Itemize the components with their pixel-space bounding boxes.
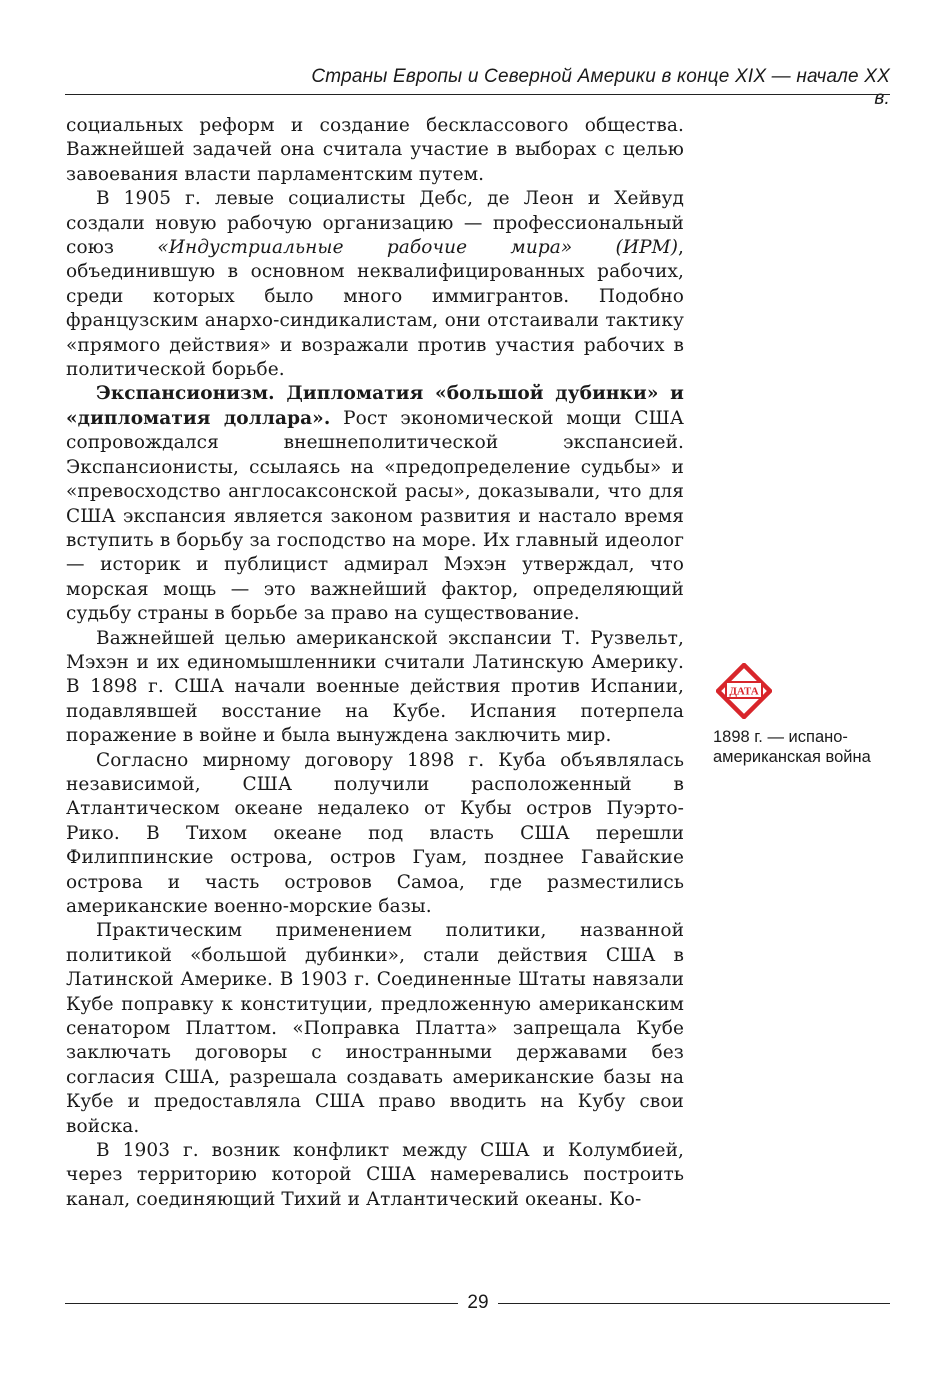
page-footer [65,1292,890,1316]
paragraph-2 [66,187,684,382]
header-divider [65,94,890,95]
running-header: Страны Европы и Северной Америки в конце XIX — начале XX в. [311,66,890,109]
paragraph-2-end: , объединившую в основном неквалифицированных рабочих, среди которых было много иммигрантов. Подобно французским анархо-синдикалистам, они отстаивали тактику «прямого действия» и возражали против участия рабочих в политической борьбе. [66,237,684,381]
section-heading: Экспансионизм. Дипломатия «большой дубинки» и «дипломатия доллара». [66,383,684,429]
footer-rule-right [498,1303,890,1304]
paragraph-7: В 1903 г. возник конфликт между США и Колумбией, через территорию которой США намеревались построить канал, соединяющий Тихий и Атлантический океаны. Ко- [66,1140,684,1210]
page-number: 29 [467,1292,489,1313]
date-marker-label: ДАТА [729,685,759,698]
paragraph-3-text: Рост экономической мощи США сопровождался внешнеполитической экспансией. Экспансионисты, ссылаясь на «предопределение судьбы» и «превосходство англосаксонской расы», доказывали, что для США экспансия является законом развития и настало время вступить в борьбу за господство на море. Их главный идеолог — историк и публицист адмирал Мэхэн утверждал, что морская мощь — это важнейший фактор, определяющий судьбу страны в борьбе за право на существование. [66,407,684,625]
paragraph-2-start: В 1905 г. левые социалисты Дебс, де Леон и Хейвуд создали новую рабочую организацию — профессиональный союз [66,188,684,259]
footer-rule-left [65,1303,458,1304]
organization-name: «Индустриальные рабочие мира» (ИРМ) [157,237,679,259]
paragraph-6: Практическим применением политики, названной политикой «большой дубинки», стали действия США в Латинской Америке. В 1903 г. Соединенные Штаты навязали Кубе поправку к конституции, предложенную американским сенатором Платтом. «Поправка Платта» запрещала Кубе заключать договоры с иностранными державами без согласия США, разрешала создавать американские базы на Кубе и предоставляла США право вводить на Кубу свои войска. [66,920,684,1137]
paragraph-5: Согласно мирному договору 1898 г. Куба объявлялась независимой, США получили расположенный в Атлантическом океане недалеко от Кубы остров Пуэрто-Рико. В Тихом океане под власть США перешли Филиппинские острова, остров Гуам, позднее Гавайские острова и часть островов Самоа, где разместились американские военно-морские базы. [66,749,684,917]
paragraph-4: Важнейшей целью американской экспансии Т. Рузвельт, Мэхэн и их единомышленники считали Латинскую Америку. В 1898 г. США начали военные действия против Испании, подавлявшей восстание на Кубе. Испания потерпела поражение в войне и была вынуждена заключить мир. [66,627,684,747]
paragraph-1: социальных реформ и создание бесклассового общества. Важнейшей задачей она считала участие в выборах с целью завоевания власти парламентским путем. [66,115,684,185]
date-caption: 1898 г. — испано-американская война [713,728,871,766]
paragraph-3 [66,382,684,626]
date-marker-icon [716,663,772,719]
main-text [66,114,684,1212]
